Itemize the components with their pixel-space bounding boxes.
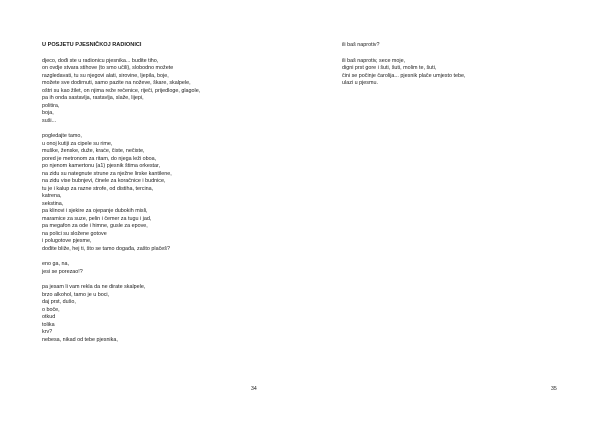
- verse-line: boja,: [42, 110, 54, 116]
- verse-line: pored je metronom za ritam, do njega leži oboa,: [42, 155, 157, 162]
- verse-line: djeco, dođi ste u radionicu pjesnika... budite tiho,: [42, 57, 159, 64]
- verse-line: katrena,: [42, 193, 62, 199]
- verse-line: eno ga, na,: [42, 261, 69, 267]
- verse-line: brzo alkohol, tamo je u boci,: [42, 291, 110, 298]
- verse-line: na zidu vise bubnjevi, činele za koračnice i budnice,: [42, 178, 166, 184]
- verse-line: o boče,: [42, 306, 60, 313]
- verse-line: nebesa, nikad od tebe pjesnika,: [42, 336, 118, 343]
- right-text-column: [342, 42, 572, 96]
- verse-line: pa klinovi i sjekire za ojepanje dubokih misli,: [42, 208, 148, 214]
- verse-line: ili baš naprotiv?: [342, 42, 380, 48]
- verse-line: sekstina,: [42, 200, 64, 207]
- verse-line: on ovdje stvara stihove (to smo učili), slobodno možete: [42, 65, 174, 71]
- left-stanzas: [42, 58, 272, 345]
- verse-line: krv?: [42, 329, 53, 335]
- left-text-column: [42, 42, 272, 352]
- verse-line: jesi se porezao!?: [42, 268, 83, 275]
- verse-line: otkud: [42, 314, 56, 320]
- verse-line: pa ih onda sastavlja, rastavlja, slaže, lijepi,: [42, 95, 144, 101]
- poem-title: U POSJETU PJESNIČKOJ RADIONICI: [42, 42, 142, 48]
- right-page: [300, 0, 600, 423]
- verse-line: na polici su složene gotove: [42, 230, 107, 237]
- verse-line: razgledavati, tu su njegovi alati, sirovine, ljepila, boje,: [42, 72, 169, 79]
- verse-line: maramice za suze, pelin i čemer za tugu i jad,: [42, 215, 152, 222]
- verse-line: tu je i kalup za razne strofe, od distiha, tercina,: [42, 185, 154, 192]
- verse-line: možete sve dodirnuti, samo pazite na noževe, škare, skalpele,: [42, 80, 191, 86]
- verse-line: tolika: [42, 321, 55, 328]
- verse-line: ili baš naprotiv, sece moje,: [342, 57, 406, 64]
- stanza: [42, 284, 272, 344]
- verse-line: i polugotove pjesme,: [42, 238, 92, 244]
- verse-line: po njenom kamertonu (a1) pjesnik štima orkestar,: [42, 163, 161, 169]
- verse-line: pogledajte tamo,: [42, 133, 82, 139]
- stanza: [342, 58, 572, 88]
- verse-line: ulazi u pjesmu.: [342, 80, 378, 86]
- verse-line: oštri su kao žilet, on njima reže rečenice, riječi, prijedloge, glagole,: [42, 87, 201, 94]
- stanza: [342, 42, 572, 50]
- verse-line: čini se počinje čarolija... pjesnik plače umjesto tebe,: [342, 72, 466, 79]
- verse-line: u onoj kutiji za cipele su rime,: [42, 140, 113, 147]
- right-stanzas: [342, 42, 572, 88]
- stanza: [42, 261, 272, 276]
- verse-line: suši...: [42, 117, 57, 124]
- verse-line: dođite bliže, hej ti, što se tamo događa, zašto plačeš?: [42, 245, 170, 252]
- page-number-right: 35: [551, 386, 557, 392]
- verse-line: na zidu su nategnute strune za nježne lirske kantilene,: [42, 170, 172, 177]
- verse-line: pa megafon za ode i himne, gusle za epove,: [42, 223, 148, 229]
- page-number-left: 34: [251, 386, 257, 392]
- stanza: [42, 58, 272, 126]
- verse-line: pa jesam li vam rekla da ne dirate skalpele,: [42, 284, 146, 290]
- verse-line: digni prst gore i šuti, šuti, molim te, šuti,: [342, 65, 437, 71]
- verse-line: politira,: [42, 102, 60, 109]
- stanza: [42, 133, 272, 253]
- verse-line: daj prst, dušo,: [42, 299, 76, 305]
- verse-line: muške, ženske, duže, kraće, čiste, nečiste,: [42, 148, 145, 154]
